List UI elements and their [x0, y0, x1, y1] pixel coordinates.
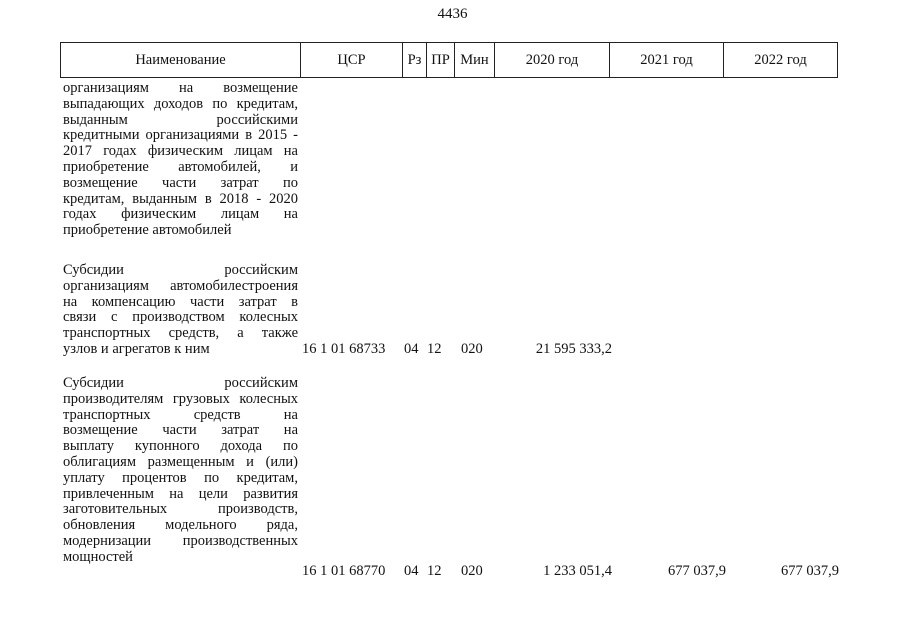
name-line: 2017 годах физическим лицам на [63, 143, 298, 160]
name-line: возмещение части затрат по [63, 174, 298, 191]
cell-pr: 12 [427, 341, 442, 357]
name-line: мощностей [63, 548, 133, 565]
header-2022: 2022 год [723, 43, 838, 77]
name-line: уплату процентов по кредитам, [63, 469, 298, 486]
header-2021: 2021 год [609, 43, 723, 77]
header-pr: ПР [426, 43, 454, 77]
cell-pr: 12 [427, 563, 442, 579]
name-line: годах физическим лицам на [63, 206, 298, 223]
name-line: организациям на возмещение [63, 80, 298, 96]
cell-2021: 677 037,9 [668, 563, 726, 579]
header-min: Мин [454, 43, 494, 77]
cell-rz: 04 [404, 341, 419, 357]
name-line: Субсидии российским [63, 262, 298, 278]
name-line: транспортных средств на [63, 406, 298, 423]
cell-2022: 677 037,9 [781, 563, 839, 579]
page-number: 4436 [437, 6, 468, 22]
header-csr: ЦСР [300, 43, 402, 77]
name-line: возмещение части затрат на [63, 422, 298, 439]
name-line: заготовительных производств, [63, 501, 298, 518]
name-line: узлов и агрегатов к ним [63, 340, 210, 357]
name-line: производителям грузовых колесных [63, 390, 298, 407]
row-name [63, 376, 298, 566]
header-name: Наименование [60, 43, 300, 77]
cell-csr: 16 1 01 68733 [302, 341, 386, 357]
cell-min: 020 [461, 563, 483, 579]
name-line: выплату купонного дохода по [63, 438, 298, 455]
name-line: выданным российскими [63, 111, 298, 128]
name-line: приобретение автомобилей [63, 222, 232, 239]
name-line: организациям автомобилестроения [63, 277, 298, 294]
name-line: Субсидии российским [63, 375, 298, 391]
name-line: приобретение автомобилей, и [63, 158, 298, 175]
name-line: модернизации производственных [63, 532, 298, 549]
name-line: кредитными организациями в 2015 - [63, 127, 298, 144]
name-line: транспортных средств, а также [63, 325, 298, 342]
name-line: привлеченным на цели развития [63, 485, 298, 502]
cell-csr: 16 1 01 68770 [302, 563, 386, 579]
cell-rz: 04 [404, 563, 419, 579]
name-line: обновления модельного ряда, [63, 517, 298, 534]
name-line: на компенсацию части затрат в [63, 293, 298, 310]
cell-2020: 21 595 333,2 [535, 341, 612, 357]
name-line: связи с производством колесных [63, 309, 298, 326]
cell-2020: 1 233 051,4 [543, 563, 612, 579]
name-line: кредитам, выданным в 2018 - 2020 [63, 190, 298, 207]
name-line: выпадающих доходов по кредитам, [63, 95, 298, 112]
cell-min: 020 [461, 341, 483, 357]
header-rz: Рз [402, 43, 426, 77]
header-2020: 2020 год [494, 43, 609, 77]
row-name [63, 263, 298, 358]
name-line: облигациям размещенным и (или) [63, 453, 298, 470]
row-name [63, 81, 298, 239]
